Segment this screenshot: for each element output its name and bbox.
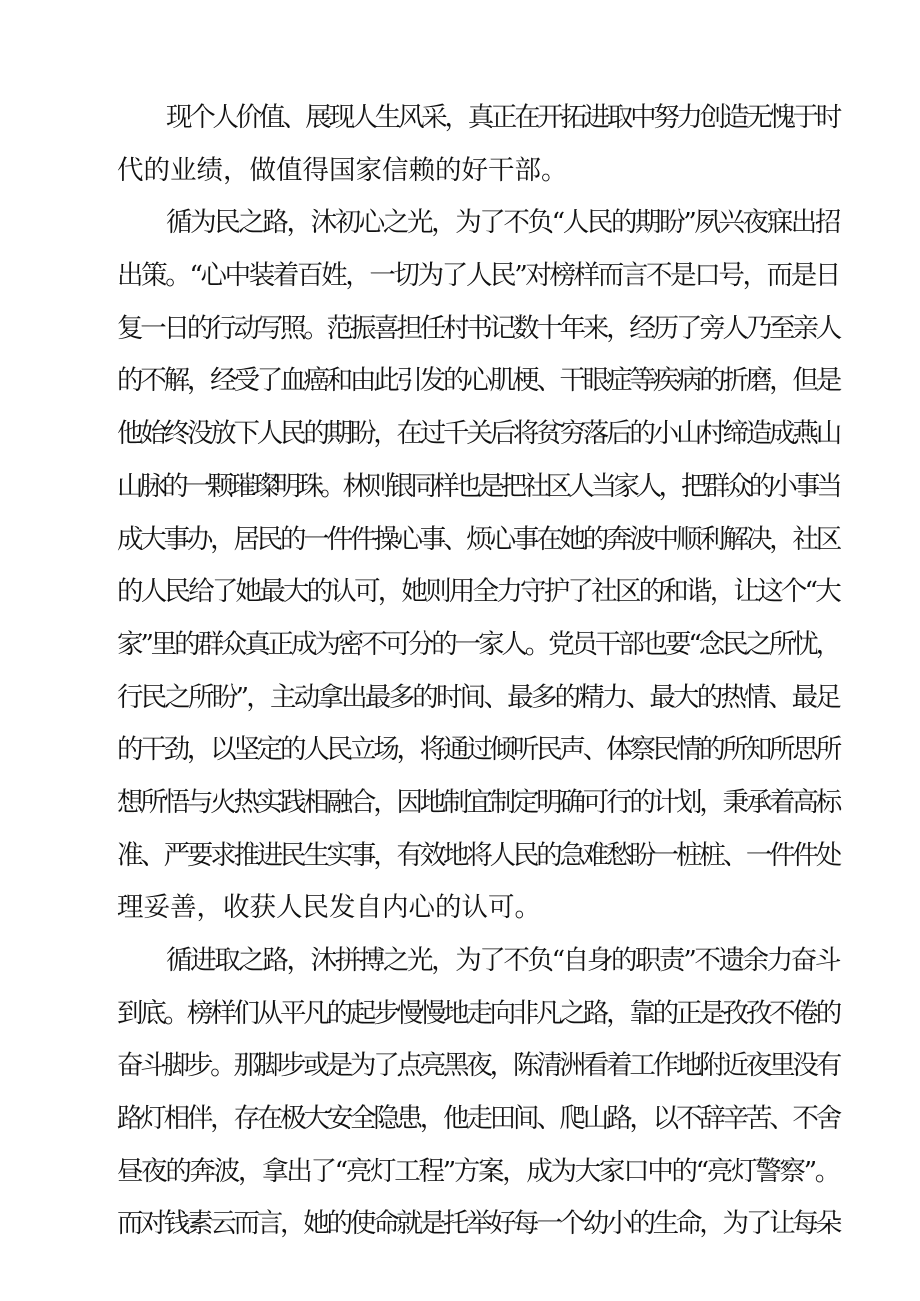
text-line: 循进取之路，沐拼搏之光，为了不负“自身的职责”不遗余力奋斗	[166, 945, 839, 976]
text-line: 到底。榜样们从平凡的起步慢慢地走向非凡之路，靠的正是孜孜不倦的	[117, 997, 839, 1029]
text-line: 家”里的群众真正成为密不可分的一家人。党员干部也要“念民之所忧，	[117, 628, 839, 660]
text-line: 出策。“心中装着百姓，一切为了人民”对榜样而言不是口号，而是日	[117, 260, 840, 292]
text-line: 山脉的一颗璀璨明珠。林则银同样也是把社区人当家人，把群众的小事当	[117, 470, 839, 502]
body-text	[117, 92, 839, 1251]
text-line: 代的业绩，做值得国家信赖的好干部。	[117, 154, 568, 186]
text-line: 的不解，经受了血癌和由此引发的心肌梗、干眼症等疾病的折磨，但是	[117, 365, 839, 397]
text-line: 循为民之路，沐初心之光，为了不负“人民的期盼”夙兴夜寐出招	[166, 207, 839, 239]
text-line: 准、严要求推进民生实事，有效地将人民的急难愁盼一桩桩、一件件处	[117, 839, 839, 871]
text-line: 他始终没放下人民的期盼，在过千关后将贫穷落后的小山村缔造成燕山	[117, 418, 839, 450]
text-line: 复一日的行动写照。范振喜担任村书记数十年来，经历了旁人乃至亲人	[117, 312, 839, 344]
text-line: 奋斗脚步。那脚步或是为了点亮黑夜，陈清洲看着工作地附近夜里没有	[117, 1050, 839, 1082]
text-line: 成大事办，居民的一件件操心事、烦心事在她的奔波中顺利解决，社区	[117, 523, 839, 555]
text-line: 现个人价值、展现人生风采，真正在开拓进取中努力创造无愧于时	[166, 102, 840, 133]
text-line: 想所悟与火热实践相融合，因地制宜制定明确可行的计划，秉承着高标	[117, 786, 839, 818]
text-line: 昼夜的奔波，拿出了“亮灯工程”方案，成为大家口中的“亮灯警察”。	[117, 1155, 839, 1187]
text-line: 而对钱素云而言，她的使命就是托举好每一个幼小的生命，为了让每朵	[117, 1208, 839, 1240]
text-line: 的人民给了她最大的认可，她则用全力守护了社区的和谐，让这个“大	[117, 576, 839, 608]
text-line: 行民之所盼”，主动拿出最多的时间、最多的精力、最大的热情、最足	[117, 681, 839, 713]
text-line: 路灯相伴，存在极大安全隐患，他走田间、爬山路，以不辞辛苦、不舍	[117, 1103, 839, 1135]
text-line: 的干劲，以坚定的人民立场，将通过倾听民声、体察民情的所知所思所	[117, 734, 839, 766]
text-line: 理妥善，收获人民发自内心的认可。	[117, 892, 541, 924]
